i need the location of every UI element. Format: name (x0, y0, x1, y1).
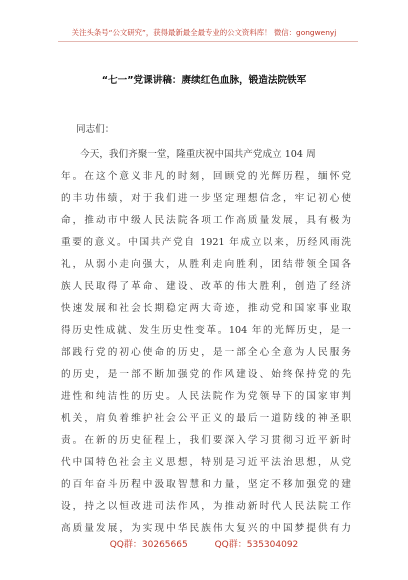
body-line: 年。在这个意义非凡的时刻，回顾党的光辉历程，缅怀党 (61, 171, 351, 182)
body-line: 得历史性成就、发生历史性变革。104 年的光辉历史，是一 (61, 325, 351, 336)
header-divider (58, 41, 358, 42)
body-line: 礼，从弱小走向强大，从胜利走向胜利，团结带领全国各 (61, 259, 351, 270)
body-line: 族人民取得了革命、建设、改革的伟大胜利，创造了经济 (61, 281, 351, 292)
body-line: 的历史，是一部不断加强党的作风建设、始终保持党的先 (61, 369, 351, 380)
qq-group-1: QQ群：30265665 (109, 540, 188, 550)
body-line: 代中国特色社会主义思想，特别是习近平法治思想，从党 (61, 457, 351, 468)
document-title: “七一”党课讲稿：赓续红色血脉，锻造法院铁军 (101, 75, 307, 86)
body-line: 部践行党的初心使命的历史，是一部全心全意为人民服务 (61, 347, 351, 358)
body-line: 的百年奋斗历程中汲取智慧和力量，坚定不移加强党的建 (61, 479, 351, 490)
body-text (61, 144, 351, 540)
salutation: 同志们： (76, 124, 115, 135)
body-line: 快速发展和社会长期稳定两大奇迹，推动党和国家事业取 (61, 303, 351, 314)
promo-header: 关注头条号“公文研究”，获得最新最全最专业的公文资料库！ 微信：gongwenyj (71, 28, 337, 37)
body-line: 责。在新的历史征程上，我们要深入学习贯彻习近平新时 (61, 435, 351, 446)
body-line: 机关，肩负着维护社会公平正义的最后一道防线的神圣职 (61, 413, 351, 424)
body-line: 的丰功伟绩，对于我们进一步坚定理想信念，牢记初心使 (61, 193, 351, 204)
qq-group-2: QQ群：535304092 (214, 540, 299, 550)
body-line: 命，推动市中级人民法院各项工作高质量发展，具有极为 (61, 215, 351, 226)
body-line: 进性和纯洁性的历史。人民法院作为党领导下的国家审判 (61, 391, 351, 402)
body-line: 高质量发展，为实现中华民族伟大复兴的中国梦提供有力 (61, 523, 351, 534)
body-line: 今天，我们齐聚一堂，隆重庆祝中国共产党成立 104 周 (61, 149, 316, 160)
qq-footer (0, 537, 408, 550)
body-line: 设，持之以恒改进司法作风，为推动新时代人民法院工作 (61, 501, 351, 512)
body-line: 重要的意义。中国共产党自 1921 年成立以来，历经风雨洗 (61, 237, 351, 248)
